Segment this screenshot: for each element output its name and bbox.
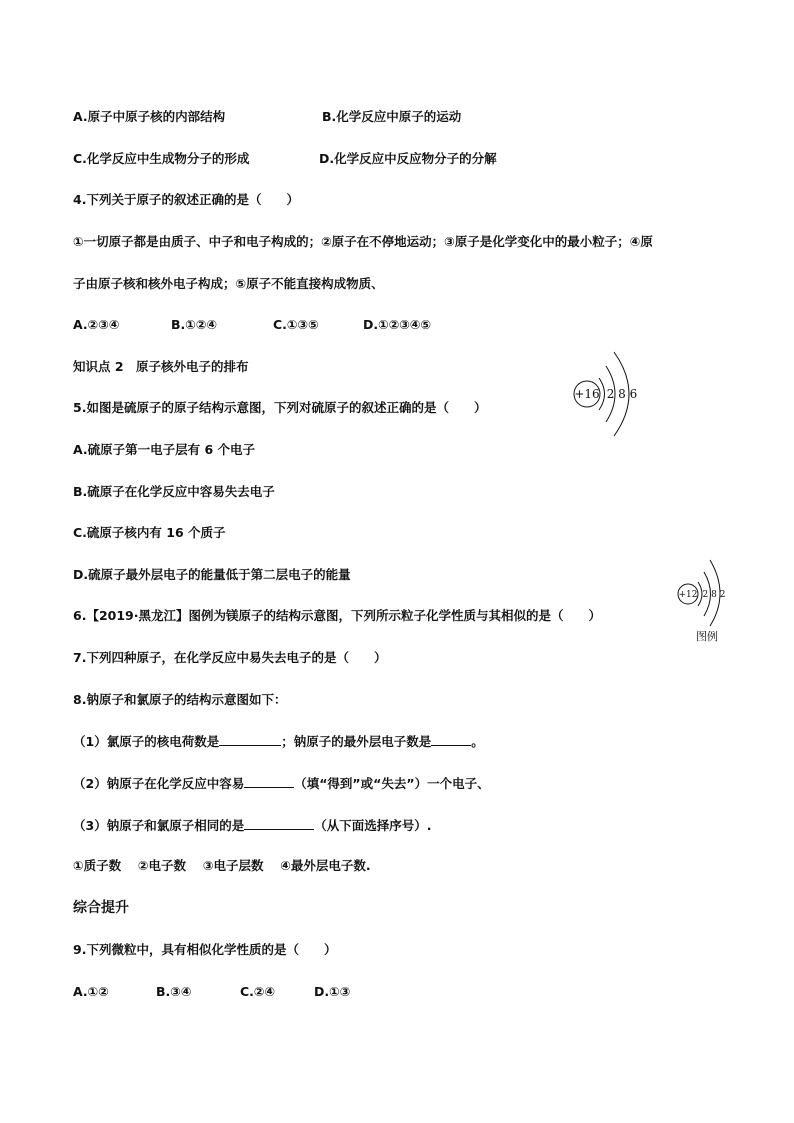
q4-statement-line2: 子由原子核和核外电子构成；⑤原子不能直接构成物质、 bbox=[73, 276, 384, 291]
q8-part-1-text-c: 。 bbox=[471, 734, 484, 749]
q3-option-c: C.化学反应中生成物分子的形成 bbox=[73, 151, 250, 166]
q8-blank-2 bbox=[431, 733, 471, 746]
sulfur-nucleus-label: +16 bbox=[574, 387, 600, 401]
q8-blank-4 bbox=[244, 817, 314, 830]
q8-part-2-text-a: （2）钠原子在化学反应中容易 bbox=[73, 776, 245, 791]
magnesium-shell-electrons: 2 8 2 bbox=[702, 590, 726, 600]
q8-part-1-text-a: （1）氯原子的核电荷数是 bbox=[73, 734, 220, 749]
magnesium-shell-arc-1 bbox=[698, 582, 702, 606]
q9-option-c: C.②④ bbox=[240, 984, 276, 999]
q8-part-3-text-b: （从下面选择序号）. bbox=[314, 818, 432, 833]
q8-choices: ①质子数 ②电子数 ③电子层数 ④最外层电子数. bbox=[73, 858, 371, 873]
q8-part-1-text-b: ；钠原子的最外层电子数是 bbox=[281, 734, 432, 749]
q5-option-d: D.硫原子最外层电子的能量低于第二层电子的能量 bbox=[73, 567, 351, 582]
q9-stem: 9.下列微粒中，具有相似化学性质的是（ ） bbox=[73, 942, 337, 957]
magnesium-nucleus-label: +12 bbox=[678, 590, 698, 600]
q8-part-1 bbox=[73, 733, 484, 750]
section-2-title: 知识点 2 原子核外电子的排布 bbox=[73, 359, 249, 374]
q5-option-c: C.硫原子核内有 16 个质子 bbox=[73, 525, 226, 540]
q9-option-a: A.①② bbox=[73, 984, 109, 999]
q9-option-b: B.③④ bbox=[156, 984, 192, 999]
q5-option-b: B.硫原子在化学反应中容易失去电子 bbox=[73, 484, 275, 499]
q4-option-d: D.①②③④⑤ bbox=[363, 317, 432, 332]
q4-statement-line1: ①一切原子都是由质子、中子和电子构成的；②原子在不停地运动；③原子是化学变化中的最小粒子；④原 bbox=[73, 234, 653, 249]
q4-stem: 4.下列关于原子的叙述正确的是（ ） bbox=[73, 192, 299, 207]
q8-part-2 bbox=[73, 775, 490, 792]
q8-blank-3 bbox=[244, 775, 294, 788]
sulfur-atom-diagram bbox=[566, 344, 646, 444]
section-3-title: 综合提升 bbox=[73, 900, 129, 916]
q8-blank-1 bbox=[219, 733, 281, 746]
q8-part-3-text-a: （3）钠原子和氯原子相同的是 bbox=[73, 818, 245, 833]
q4-option-c: C.①③⑤ bbox=[273, 317, 319, 332]
q5-option-a: A.硫原子第一电子层有 6 个电子 bbox=[73, 442, 256, 457]
q4-option-a: A.②③④ bbox=[73, 317, 120, 332]
q3-option-a: A.原子中原子核的内部结构 bbox=[73, 109, 226, 124]
q8-stem: 8.钠原子和氯原子的结构示意图如下： bbox=[73, 692, 287, 707]
q5-stem: 5.如图是硫原子的原子结构示意图，下列对硫原子的叙述正确的是（ ） bbox=[73, 400, 487, 415]
q7-stem: 7.下列四种原子，在化学反应中易失去电子的是（ ） bbox=[73, 650, 387, 665]
q8-part-3 bbox=[73, 817, 431, 834]
q6-stem: 6.【2019·黑龙江】图例为镁原子的结构示意图，下列所示粒子化学性质与其相似的是（ ） bbox=[73, 608, 601, 623]
magnesium-atom-diagram bbox=[674, 556, 736, 628]
magnesium-diagram-caption: 图例 bbox=[696, 630, 718, 643]
q8-part-2-text-b: （填“得到”或“失去”）一个电子、 bbox=[294, 776, 490, 791]
q3-option-b: B.化学反应中原子的运动 bbox=[322, 109, 462, 124]
q9-option-d: D.①③ bbox=[314, 984, 351, 999]
q4-option-b: B.①②④ bbox=[171, 317, 218, 332]
sulfur-shell-electrons: 2 8 6 bbox=[606, 387, 638, 401]
q3-option-d: D.化学反应中反应物分子的分解 bbox=[319, 151, 497, 166]
